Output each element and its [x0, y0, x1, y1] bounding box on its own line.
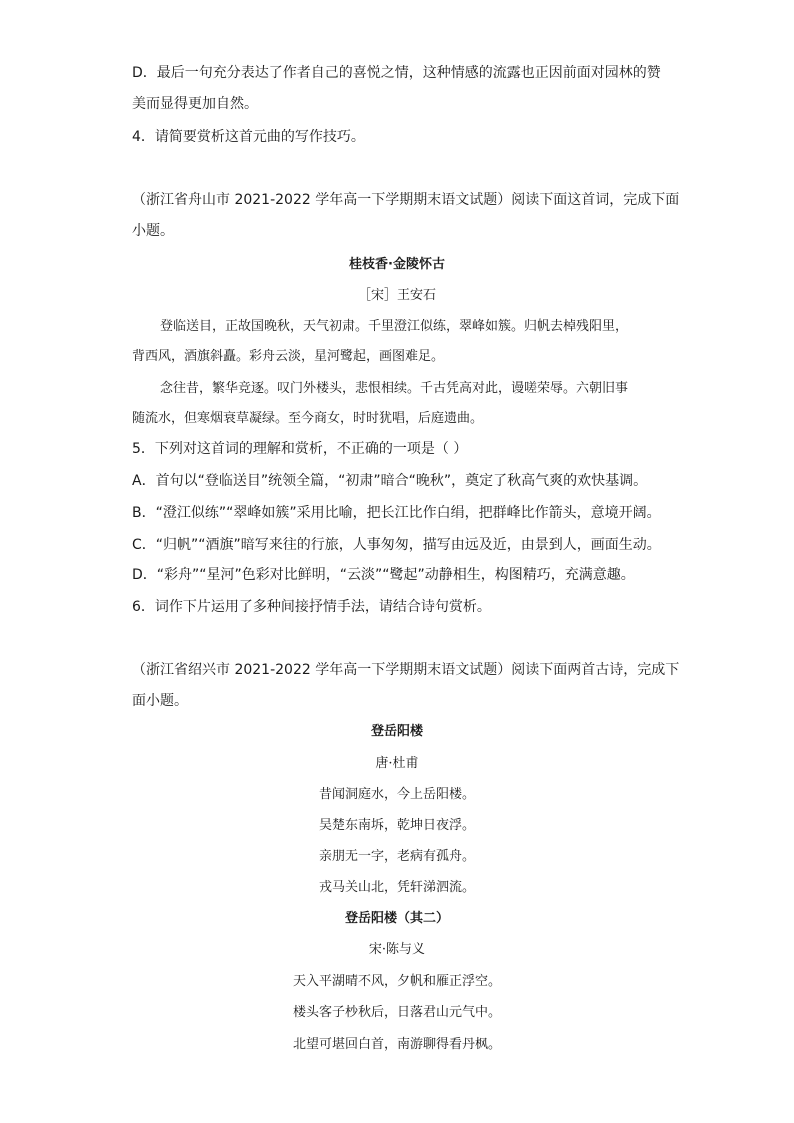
poem-line: 吴楚东南坼，乾坤日夜浮。 [318, 818, 475, 833]
q3-option-d-line1: D．最后一句充分表达了作者自己的喜悦之情，这种情感的流露也正因前面对园林的赞 [132, 65, 661, 81]
question-5: 5．下列对这首词的理解和赏析，不正确的一项是（ ） [132, 441, 468, 457]
poem-author-dufu: 唐·杜甫 [375, 756, 419, 771]
q5-option-a: A．首句以“登临送目”统领全篇，“初肃”暗合“晚秋”，奠定了秋高气爽的欢快基调。 [132, 473, 648, 489]
section2-intro-line2: 小题。 [132, 223, 174, 239]
question-6: 6．词作下片运用了多种间接抒情手法，请结合诗句赏析。 [132, 599, 491, 615]
poem-line: 随流水，但寒烟衰草凝绿。至今商女，时时犹唱，后庭遗曲。 [132, 411, 484, 426]
q5-option-d: D．“彩舟”“星河”色彩对比鲜明，“云淡”“鹭起”动静相生，构图精巧，充满意趣。 [132, 567, 635, 583]
poem-line: 念往昔，繁华竞逐。叹门外楼头，悲恨相续。千古凭高对此，谩嗟荣辱。六朝旧事 [160, 381, 629, 396]
q3-option-d-line2: 美而显得更加自然。 [132, 96, 258, 112]
poem-title-dengyueyanglou-2: 登岳阳楼（其二） [344, 911, 449, 926]
poem-author-chenyuyi: 宋·陈与义 [368, 942, 426, 957]
poem-title-dengyueyanglou: 登岳阳楼 [370, 724, 423, 739]
poem-line: 天入平湖晴不风，夕帆和雁正浮空。 [292, 974, 501, 989]
section3-intro-line2: 面小题。 [132, 693, 188, 709]
poem-line: 楼头客子杪秋后，日落君山元气中。 [292, 1005, 501, 1020]
poem-line: 北望可堪回白首，南游聊得看丹枫。 [292, 1037, 501, 1052]
poem-line: 背西风，酒旗斜矗。彩舟云淡，星河鹭起，画图难足。 [132, 349, 445, 364]
poem-title-guizhixiang: 桂枝香·金陵怀古 [349, 257, 445, 272]
section3-intro-line1: （浙江省绍兴市 2021-2022 学年高一下学期期末语文试题）阅读下面两首古诗，完成下 [132, 662, 680, 678]
poem-line: 亲朋无一字，老病有孤舟。 [318, 849, 475, 864]
poem-line: 昔闻洞庭水，今上岳阳楼。 [318, 787, 475, 802]
q5-option-c: C．“归帆”“酒旗”暗写来往的行旅，人事匆匆，描写由远及近，由景到人，画面生动。 [132, 537, 661, 553]
poem-line: 登临送目，正故国晚秋，天气初肃。千里澄江似练，翠峰如簇。归帆去棹残阳里， [160, 319, 629, 334]
poem-author-wanganshi: ［宋］王安石 [357, 288, 436, 303]
question-4: 4．请简要赏析这首元曲的写作技巧。 [132, 129, 365, 145]
q5-option-b: B．“澄江似练”“翠峰如簇”采用比喻，把长江比作白绢，把群峰比作箭头，意境开阔。 [132, 505, 661, 521]
poem-line: 戎马关山北，凭轩涕泗流。 [318, 880, 475, 895]
section2-intro-line1: （浙江省舟山市 2021-2022 学年高一下学期期末语文试题）阅读下面这首词，完成下面 [132, 192, 680, 208]
